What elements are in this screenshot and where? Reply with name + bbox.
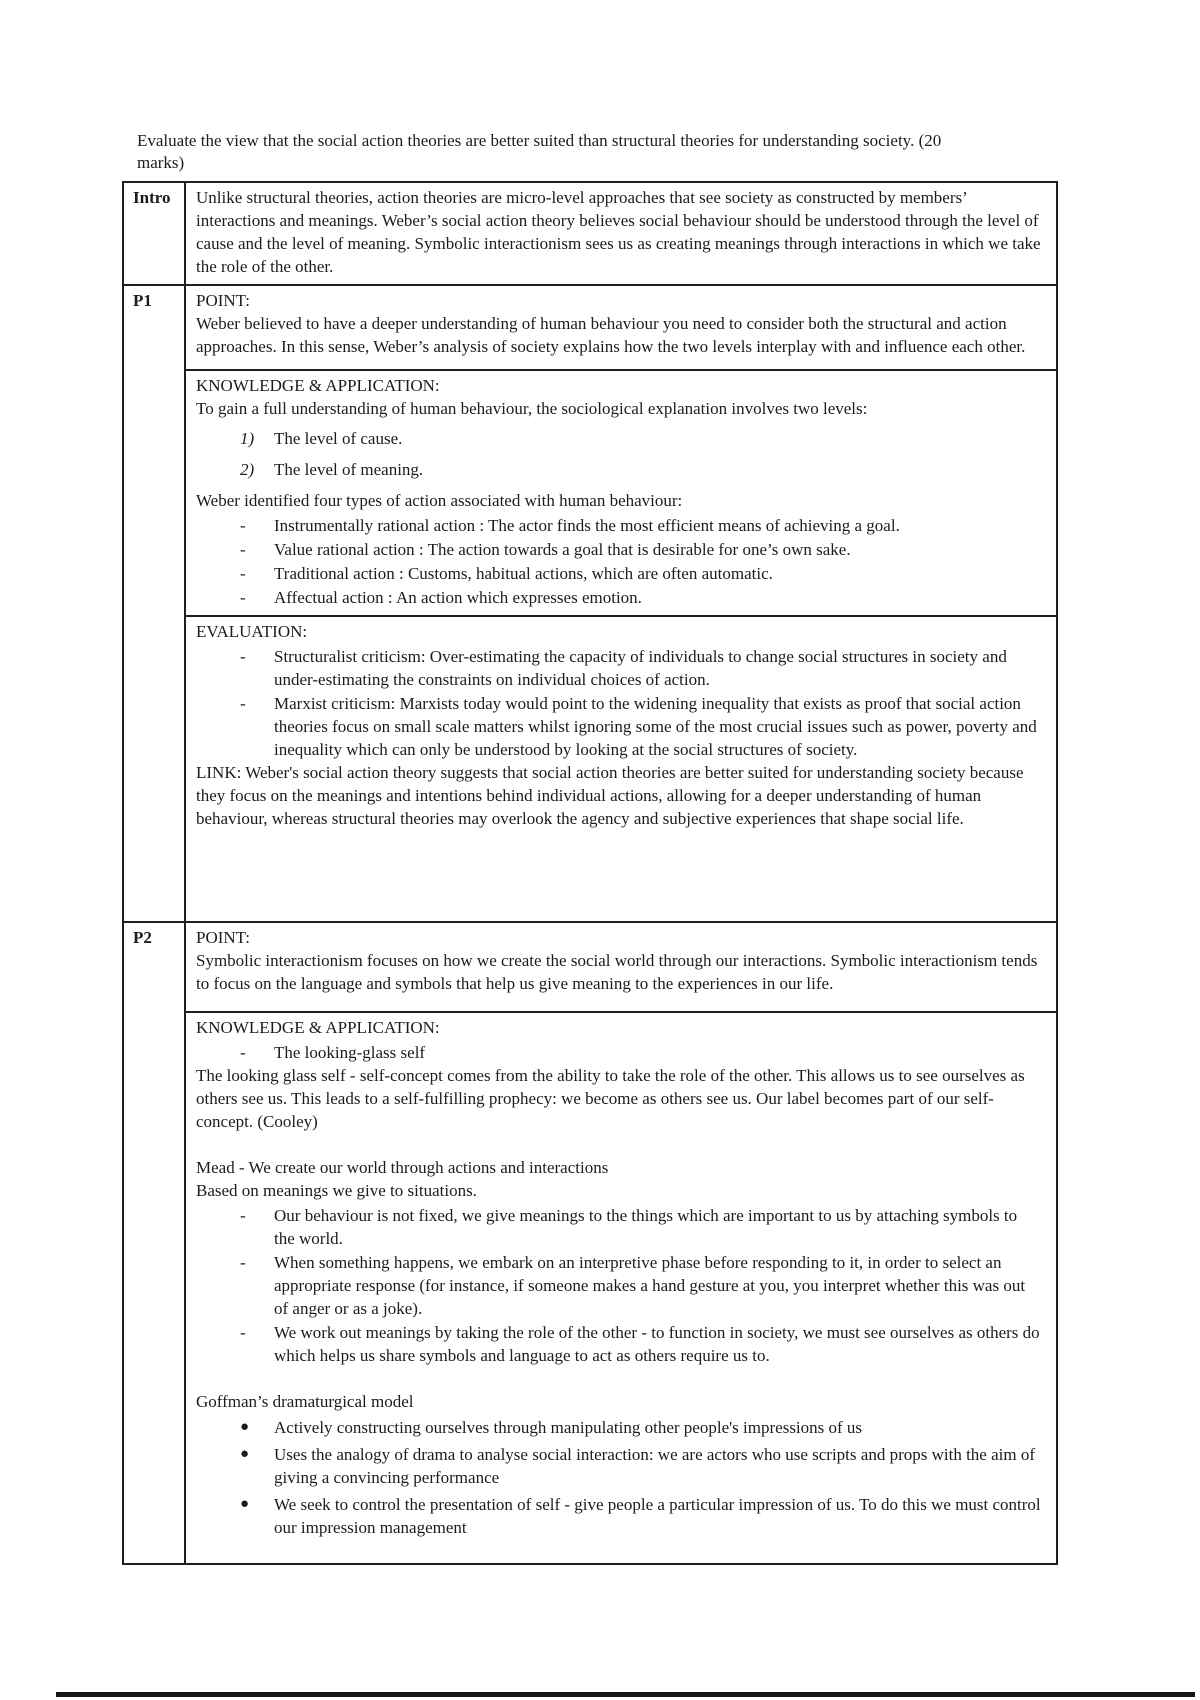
- p1-knowledge-section: [186, 369, 1056, 615]
- list-item-text: Instrumentally rational action : The actor finds the most efficient means of achieving a goal.: [274, 516, 900, 535]
- p1-link-text: LINK: Weber's social action theory suggests that social action theories are better suited for understanding society because they focus on the meanings and intentions behind individual actions, allowing for a deeper understanding of human behaviour, whereas structural theories may overlook the agency and subjective experiences that shape social life.: [196, 763, 1024, 828]
- list-item-text: When something happens, we embark on an interpretive phase before responding to it, in order to select an appropriate response (for instance, if someone makes a hand gesture at you, you interpret whether this was out of anger or as a joke).: [274, 1253, 1026, 1318]
- dash-marker: -: [240, 1043, 246, 1062]
- dash-marker: -: [240, 516, 246, 535]
- intro-text: Unlike structural theories, action theories are micro-level approaches that see society as constructed by members’ interactions and meanings. Weber’s social action theory believes social behaviour should be understood through the level of cause and the level of meaning. Symbolic interactionism sees us as creating meanings through interactions in which we take the role of the other.: [196, 188, 1041, 276]
- list-item-text: Our behaviour is not fixed, we give meanings to the things which are important to us by attaching symbols to the world.: [274, 1206, 1018, 1248]
- dash-marker: -: [240, 694, 246, 713]
- p2-point-heading: POINT:: [196, 928, 250, 947]
- levels-list: [196, 427, 1042, 481]
- list-item: [196, 1416, 1042, 1439]
- p1-knowledge-heading: KNOWLEDGE & APPLICATION:: [196, 376, 440, 395]
- p1-types-intro: Weber identified four types of action associated with human behaviour:: [196, 491, 683, 510]
- list-item-text: We seek to control the presentation of self - give people a particular impression of us. To do this we must control our impression management: [274, 1495, 1041, 1537]
- row-label-p2: P2: [124, 923, 186, 1563]
- number-marker: 1): [240, 429, 255, 448]
- bullet-marker: ●: [240, 1419, 250, 1435]
- intro-section: [186, 183, 1056, 284]
- criticisms-list: [196, 645, 1042, 761]
- row-label-p1: P1: [124, 286, 186, 921]
- mead-heading: Mead - We create our world through actions and interactions: [196, 1158, 609, 1177]
- bullet-marker: ●: [240, 1446, 250, 1462]
- dash-marker: -: [240, 588, 246, 607]
- list-item: [196, 427, 1042, 450]
- p1-point-section: [186, 286, 1056, 369]
- list-item-text: The level of cause.: [274, 429, 403, 448]
- p2-knowledge-section: [186, 1011, 1056, 1563]
- looking-glass-list: [196, 1041, 1042, 1064]
- dash-marker: -: [240, 540, 246, 559]
- list-item: [196, 538, 1042, 561]
- row-label-intro: Intro: [124, 183, 186, 284]
- mead-points-list: [196, 1204, 1042, 1367]
- dash-marker: -: [240, 1323, 246, 1342]
- list-item: [196, 514, 1042, 537]
- number-marker: 2): [240, 460, 255, 479]
- row-intro: [124, 183, 1056, 284]
- list-item-text: Traditional action : Customs, habitual actions, which are often automatic.: [274, 564, 773, 583]
- p2-point-section: [186, 923, 1056, 1011]
- list-item-text: We work out meanings by taking the role of the other - to function in society, we must see ourselves as others do which helps us share symbols and language to act as others require us to.: [274, 1323, 1040, 1365]
- p1-evaluation-heading: EVALUATION:: [196, 622, 308, 641]
- list-item: [196, 1443, 1042, 1489]
- p1-point-heading: POINT:: [196, 291, 250, 310]
- p2-point-text: Symbolic interactionism focuses on how we create the social world through our interactions. Symbolic interactionism tends to focus on the language and symbols that help us give meaning to the experiences in our life.: [196, 951, 1038, 993]
- essay-plan-table: [122, 181, 1058, 1565]
- dash-marker: -: [240, 1253, 246, 1272]
- list-item-text: Structuralist criticism: Over-estimating the capacity of individuals to change social structures in society and under-estimating the constraints on individual choices of action.: [274, 647, 1007, 689]
- action-types-list: [196, 514, 1042, 609]
- dash-marker: -: [240, 1206, 246, 1225]
- list-item-text: Marxist criticism: Marxists today would point to the widening inequality that exists as proof that social action theories focus on small scale matters whilst ignoring some of the most crucial issues such as power, poverty and inequality which can only be understood by looking at the social structures of society.: [274, 694, 1037, 759]
- p2-knowledge-heading: KNOWLEDGE & APPLICATION:: [196, 1018, 440, 1037]
- list-item-text: Actively constructing ourselves through manipulating other people's impressions of us: [274, 1418, 863, 1437]
- list-item: [196, 458, 1042, 481]
- list-item: [196, 692, 1042, 761]
- p1-point-text: Weber believed to have a deeper understanding of human behaviour you need to consider both the structural and action approaches. In this sense, Weber’s analysis of society explains how the two levels interplay with and influence each other.: [196, 314, 1026, 356]
- dash-marker: -: [240, 647, 246, 666]
- blank-line: [196, 1133, 1042, 1156]
- list-item: [196, 1321, 1042, 1367]
- list-item-text: The looking-glass self: [274, 1043, 426, 1062]
- p1-evaluation-section: [186, 615, 1056, 921]
- row-p1: [124, 284, 1056, 921]
- cooley-text: The looking glass self - self-concept comes from the ability to take the role of the other. This allows us to see ourselves as others see us. This leads to a self-fulfilling prophecy: we become as others see us. Our label becomes part of our self-concept. (Cooley): [196, 1066, 1025, 1131]
- list-item: [196, 1493, 1042, 1539]
- mead-sub: Based on meanings we give to situations.: [196, 1181, 477, 1200]
- p1-knowledge-intro: To gain a full understanding of human behaviour, the sociological explanation involves two levels:: [196, 399, 868, 418]
- list-item-text: The level of meaning.: [274, 460, 424, 479]
- dash-marker: -: [240, 564, 246, 583]
- list-item: [196, 562, 1042, 585]
- list-item: [196, 1041, 1042, 1064]
- essay-question: Evaluate the view that the social action theories are better suited than structural theories for understanding society. (20 marks): [137, 131, 942, 172]
- blank-line: [196, 1367, 1042, 1390]
- page-bottom-rule: [56, 1692, 1195, 1697]
- list-item: [196, 586, 1042, 609]
- list-item: [196, 1204, 1042, 1250]
- goffman-points-list: [196, 1416, 1042, 1539]
- list-item: [196, 645, 1042, 691]
- list-item-text: Value rational action : The action towards a goal that is desirable for one’s own sake.: [274, 540, 851, 559]
- goffman-heading: Goffman’s dramaturgical model: [196, 1392, 414, 1411]
- list-item-text: Uses the analogy of drama to analyse social interaction: we are actors who use scripts and props with the aim of giving a convincing performance: [274, 1445, 1035, 1487]
- row-p2: [124, 921, 1056, 1563]
- list-item-text: Affectual action : An action which expresses emotion.: [274, 588, 642, 607]
- bullet-marker: ●: [240, 1496, 250, 1512]
- list-item: [196, 1251, 1042, 1320]
